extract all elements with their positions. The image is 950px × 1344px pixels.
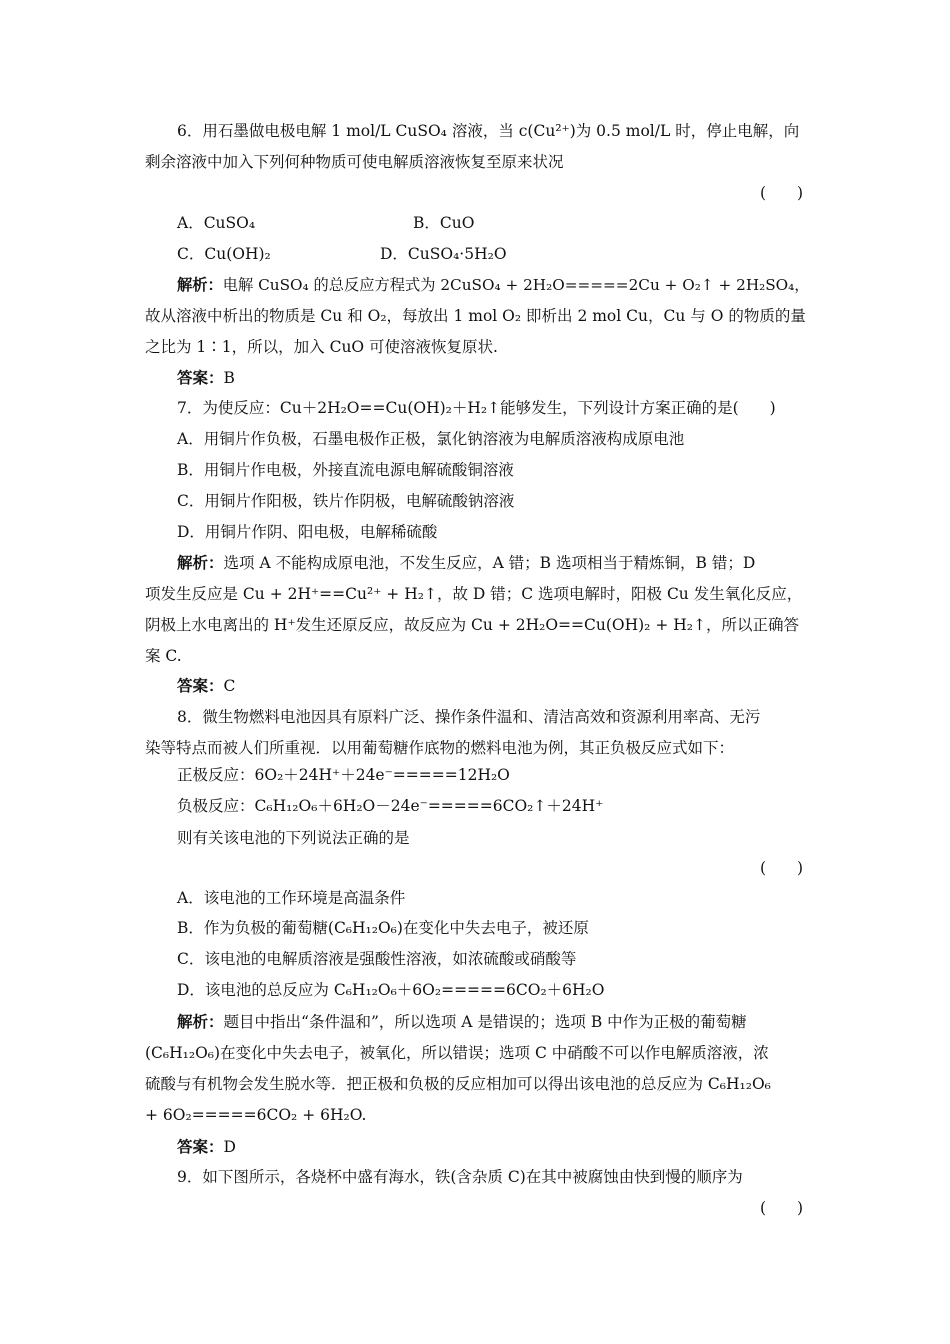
q6-analysis-line3: 之比为 1∶1，所以，加入 CuO 可使溶液恢复原状. [145,338,498,356]
q6-stem-line1: 6．用石墨做电极电解 1 mol/L CuSO₄ 溶液，当 c(Cu²⁺)为 0.5 mol/L 时，停止电解，向 [177,122,800,140]
q8-stem-line1: 8．微生物燃料电池因具有原料广泛、操作条件温和、清洁高效和资源利用率高、无污 [177,708,761,726]
q6-stem-line2: 剩余溶液中加入下列何种物质可使电解质溶液恢复至原来状况 [145,153,564,171]
q8-stem-line3: 则有关该电池的下列说法正确的是 [177,829,410,847]
q7-analysis-line4: 案 C. [145,647,182,665]
q7-analysis-line1 [177,553,810,573]
q8-option-b: B．作为负极的葡萄糖(C₆H₁₂O₆)在变化中失去电子，被还原 [177,919,589,937]
q6-analysis-text1: 电解 CuSO₄ 的总反应方程式为 2CuSO₄ + 2H₂O=====2Cu + O₂↑ + 2H₂SO₄， [222,276,810,294]
q6-analysis-label: 解析： [177,276,223,294]
q7-option-a: A．用铜片作负极，石墨电极作正极，氯化钠溶液为电解质溶液构成原电池 [177,430,685,448]
q8-analysis-line4: + 6O₂=====6CO₂ + 6H₂O. [145,1106,367,1124]
q7-answer-value: C [223,677,236,695]
q7-answer-line [177,676,842,696]
q7-option-c: C．用铜片作阳极，铁片作阴极，电解硫酸钠溶液 [177,492,515,510]
q6-option-a: A．CuSO₄ [177,214,256,232]
q6-option-d: D．CuSO₄·5H₂O [380,245,507,263]
q6-answer-label: 答案： [177,368,224,387]
q8-stem-line2: 染等特点而被人们所重视．以用葡萄糖作底物的燃料电池为例，其正负极反应式如下： [145,739,735,757]
q7-answer-label: 答案： [177,676,224,695]
q8-answer-label: 答案： [177,1137,224,1156]
q9-answer-paren: ( ) [760,1199,804,1217]
q8-answer-value: D [223,1138,236,1156]
q8-option-c: C．该电池的电解质溶液是强酸性溶液，如浓硫酸或硝酸等 [177,950,577,968]
q7-option-b: B．用铜片作电极，外接直流电源电解硫酸铜溶液 [177,461,514,479]
q8-negative-reaction: 负极反应：C₆H₁₂O₆＋6H₂O－24e⁻=====6CO₂↑＋24H⁺ [177,797,604,815]
q6-analysis-line1 [177,275,810,295]
q6-analysis-line2: 故从溶液中析出的物质是 Cu 和 O₂，每放出 1 mol O₂ 即析出 2 mol Cu，Cu 与 O 的物质的量 [145,307,806,325]
q8-answer-line [177,1137,842,1157]
q7-stem: 7．为使反应：Cu＋2H₂O==Cu(OH)₂＋H₂↑能够发生，下列设计方案正确的是( ) [177,399,776,417]
q8-analysis-label: 解析： [177,1012,224,1031]
q8-analysis-line2: (C₆H₁₂O₆)在变化中失去电子，被氧化，所以错误；选项 C 中硝酸不可以作电解质溶液，浓 [145,1044,769,1062]
q8-analysis-text1: 题目中指出“条件温和”，所以选项 A 是错误的；选项 B 中作为正极的葡萄糖 [223,1013,747,1031]
q9-stem: 9．如下图所示，各烧杯中盛有海水，铁(含杂质 C)在其中被腐蚀由快到慢的顺序为 [177,1168,743,1186]
q6-option-c: C．Cu(OH)₂ [177,245,271,263]
q7-analysis-text1: 选项 A 不能构成原电池，不发生反应，A 错；B 选项相当于精炼铜，B 错；D [223,554,756,572]
q8-option-a: A．该电池的工作环境是高温条件 [177,889,406,907]
q6-answer-line [177,368,842,388]
q6-option-b: B．CuO [413,214,475,232]
q8-answer-paren: ( ) [760,859,804,877]
q7-option-d: D．用铜片作阴、阳电极，电解稀硫酸 [177,523,438,541]
q6-answer-value: B [223,369,235,387]
q7-analysis-line2: 项发生反应是 Cu + 2H⁺==Cu²⁺ + H₂↑，故 D 错；C 选项电解时，阳极 Cu 发生氧化反应， [145,585,803,603]
q7-analysis-label: 解析： [177,553,224,572]
q8-analysis-line1 [177,1012,810,1032]
q6-answer-paren: ( ) [760,184,804,202]
q8-option-d: D．该电池的总反应为 C₆H₁₂O₆＋6O₂=====6CO₂＋6H₂O [177,981,605,999]
q7-analysis-line3: 阴极上水电离出的 H⁺发生还原反应，故反应为 Cu + 2H₂O==Cu(OH)₂ + H₂↑，所以正确答 [145,616,799,634]
q8-positive-reaction: 正极反应：6O₂＋24H⁺＋24e⁻=====12H₂O [177,766,510,784]
q8-analysis-line3: 硫酸与有机物会发生脱水等．把正极和负极的反应相加可以得出该电池的总反应为 C₆H₁₂O₆ [145,1075,771,1093]
